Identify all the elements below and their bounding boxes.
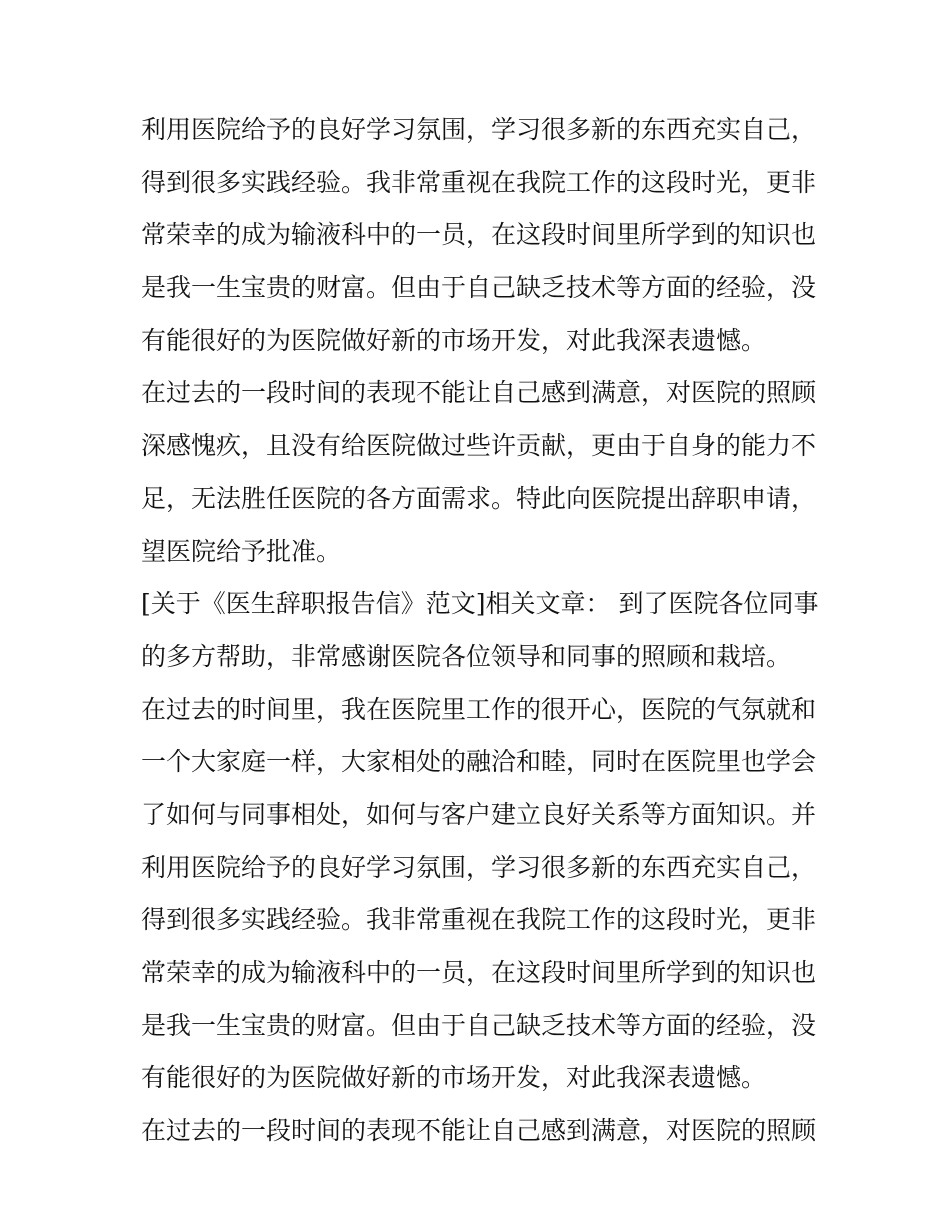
text-line: 望医院给予批准。 xyxy=(141,536,342,566)
text-line: 是我一生宝贵的财富。但由于自己缺乏技术等方面的经验，没 xyxy=(141,1010,817,1040)
text-line: 有能很好的为医院做好新的市场开发，对此我深表遗憾。 xyxy=(141,325,767,355)
text-line: 得到很多实践经验。我非常重视在我院工作的这段时光，更非 xyxy=(141,167,817,197)
text-line: 的多方帮助，非常感谢医院各位领导和同事的照顾和栽培。 xyxy=(141,641,792,671)
text-line: 在过去的一段时间的表现不能让自己感到满意，对医院的照顾 xyxy=(141,1116,817,1146)
text-line: 深感愧疚，且没有给医院做过些许贡献，更由于自身的能力不 xyxy=(141,431,817,461)
text-line: 常荣幸的成为输液科中的一员，在这段时间里所学到的知识也 xyxy=(141,958,817,987)
text-line: 了如何与同事相处，如何与客户建立良好关系等方面知识。并 xyxy=(141,799,817,829)
text-line: [关于《医生辞职报告信》范文]相关文章： 到了医院各位同事 xyxy=(141,589,819,619)
text-line: 是我一生宝贵的财富。但由于自己缺乏技术等方面的经验，没 xyxy=(141,273,817,303)
document-body xyxy=(141,104,821,1158)
text-line: 一个大家庭一样，大家相处的融洽和睦，同时在医院里也学会 xyxy=(141,747,817,777)
text-line: 利用医院给予的良好学习氛围，学习很多新的东西充实自己， xyxy=(141,852,817,882)
text-line: 足，无法胜任医院的各方面需求。特此向医院提出辞职申请， xyxy=(141,483,817,513)
text-line: 得到很多实践经验。我非常重视在我院工作的这段时光，更非 xyxy=(141,905,817,935)
text-line: 利用医院给予的良好学习氛围，学习很多新的东西充实自己， xyxy=(141,115,817,144)
text-line: 在过去的时间里，我在医院里工作的很开心，医院的气氛就和 xyxy=(141,694,817,724)
text-line: 常荣幸的成为输液科中的一员，在这段时间里所学到的知识也 xyxy=(141,220,817,250)
text-line: 在过去的一段时间的表现不能让自己感到满意，对医院的照顾 xyxy=(141,378,817,408)
text-line: 有能很好的为医院做好新的市场开发，对此我深表遗憾。 xyxy=(141,1063,767,1093)
